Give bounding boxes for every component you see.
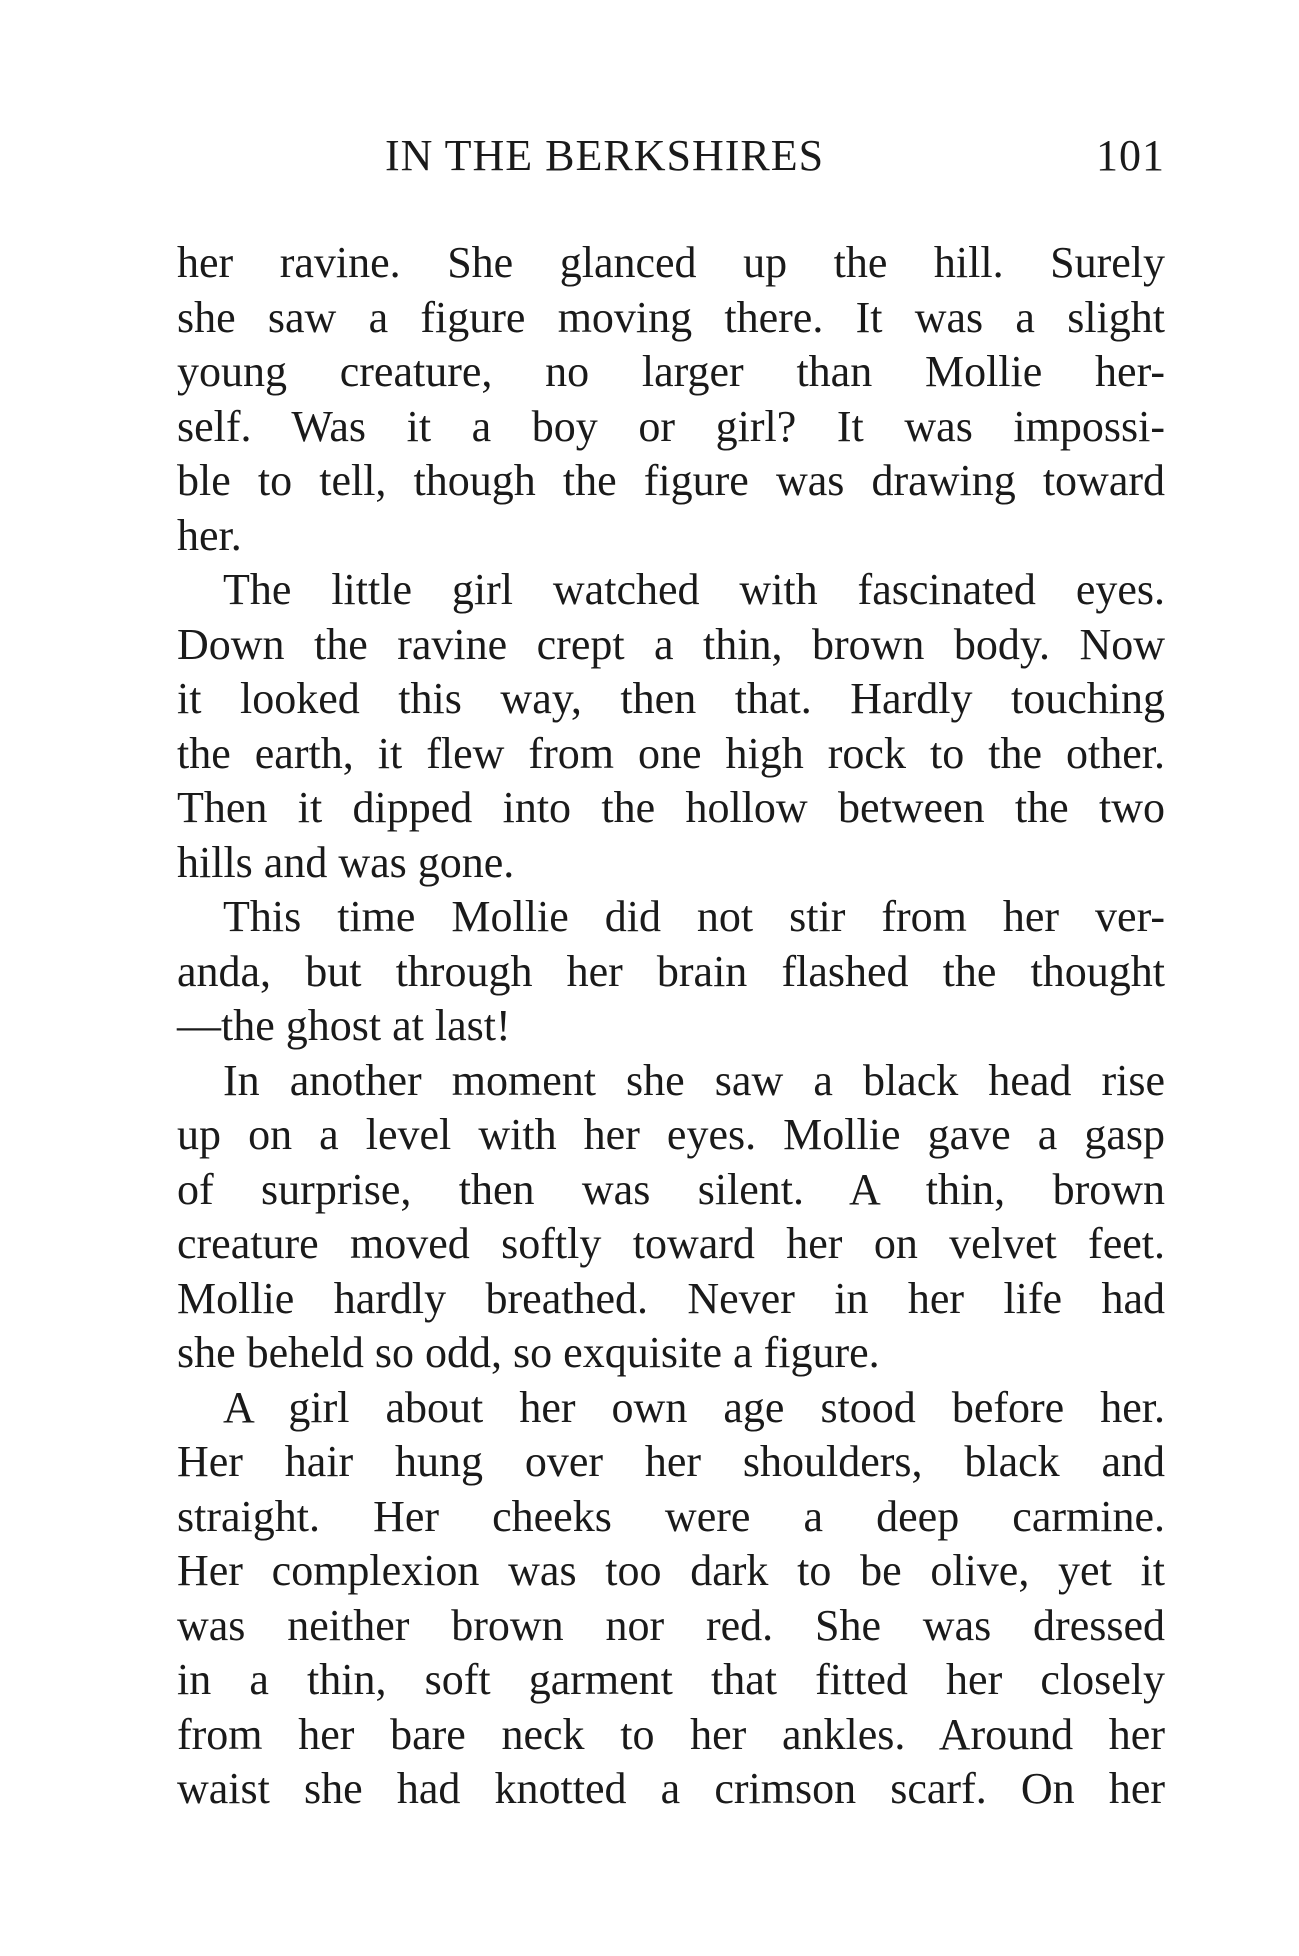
text-line: hills and was gone. — [177, 837, 515, 887]
text-line: waist she had knotted a crimson scarf. On her — [177, 1764, 1165, 1813]
text-line: the earth, it flew from one high rock to the other. — [177, 728, 1165, 778]
text-line: Then it dipped into the hollow between the two — [177, 783, 1165, 832]
page-number: 101 — [1096, 131, 1165, 180]
running-title: IN THE BERKSHIRES — [385, 131, 825, 180]
text-line: in a thin, soft garment that fitted her closely — [177, 1655, 1165, 1704]
text-line: In another moment she saw a black head rise — [223, 1055, 1165, 1105]
text-line: A girl about her own age stood before her. — [223, 1382, 1165, 1432]
text-line: was neither brown nor red. She was dressed — [177, 1600, 1165, 1650]
text-line: young creature, no larger than Mollie her- — [177, 347, 1165, 396]
text-line: Her complexion was too dark to be olive, yet it — [177, 1546, 1165, 1595]
text-line: Her hair hung over her shoulders, black and — [177, 1437, 1165, 1486]
text-line: from her bare neck to her ankles. Around her — [177, 1709, 1165, 1759]
text-line: of surprise, then was silent. A thin, brown — [177, 1164, 1165, 1214]
text-line: self. Was it a boy or girl? It was impossi- — [177, 401, 1165, 451]
text-line: straight. Her cheeks were a deep carmine. — [177, 1491, 1165, 1541]
text-line: The little girl watched with fascinated eyes. — [223, 565, 1165, 614]
text-line: ble to tell, though the figure was drawing toward — [177, 456, 1165, 505]
text-line: This time Mollie did not stir from her ver- — [223, 892, 1165, 941]
body-text — [177, 236, 1165, 1817]
text-line: creature moved softly toward her on velvet feet. — [177, 1219, 1165, 1268]
text-line: it looked this way, then that. Hardly touching — [177, 674, 1165, 723]
text-line: anda, but through her brain flashed the thought — [177, 946, 1165, 996]
text-line: her ravine. She glanced up the hill. Surely — [177, 238, 1165, 287]
text-line: —the ghost at last! — [177, 1001, 511, 1050]
text-line: she saw a figure moving there. It was a slight — [177, 292, 1165, 342]
text-line: her. — [177, 510, 242, 560]
text-line: up on a level with her eyes. Mollie gave a gasp — [177, 1110, 1165, 1159]
text-line: she beheld so odd, so exquisite a figure. — [177, 1328, 880, 1377]
text-line: Mollie hardly breathed. Never in her life had — [177, 1273, 1165, 1323]
running-header — [175, 130, 1165, 190]
text-line: Down the ravine crept a thin, brown body. Now — [177, 619, 1165, 669]
